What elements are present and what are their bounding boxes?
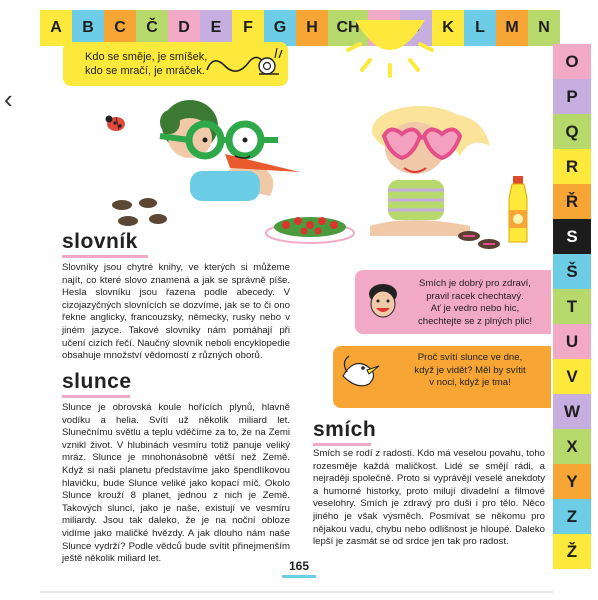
tab-letter-č[interactable]: Č [136, 10, 168, 46]
ladybug-icon [103, 112, 129, 134]
tab-letter-r[interactable]: R [553, 149, 591, 184]
paragraph-slovnik: Slovníky jsou chytré knihy, ve kterých si můžeme najít, co které slovo znamená a jak se správně píše. Hesla slovníku jsou řazena podle abecedy. V cizojazyčných slovnících se dozvíme, jak se to či ono řekne anglicky, francouzsky, německy, rusky nebo v jiném jazyce. Takové slovníky nám pomáhají při učení cizích řečí. Naučný slovník neboli encyklopedie obsahuje množství vědomostí z různých oborů. [62, 262, 290, 362]
fruit-plate-icon [262, 205, 358, 245]
rhyme-line: v noci, když je tma! [429, 377, 511, 388]
sandals-icon [455, 228, 505, 252]
proverb-line-2: kdo se mračí, je mráček. [85, 65, 205, 77]
tab-letter-v[interactable]: V [553, 359, 591, 394]
rhyme-line: chechtejte se z plných plic! [417, 315, 533, 327]
tab-letter-ř[interactable]: Ř [553, 184, 591, 219]
tab-letter-y[interactable]: Y [553, 464, 591, 499]
tab-letter-q[interactable]: Q [553, 114, 591, 149]
tab-letter-ch[interactable]: CH [328, 10, 368, 46]
heading-smich-text: smích [313, 418, 377, 441]
laughing-boy-icon [366, 282, 400, 324]
page-number: 165 [282, 556, 316, 578]
tab-letter-t[interactable]: T [553, 289, 591, 324]
tab-letter-g[interactable]: G [264, 10, 296, 46]
rhyme-text-pink [400, 278, 550, 328]
tab-letter-e[interactable]: E [200, 10, 232, 46]
paragraph-slunce: Slunce je obrovská koule hořících plynů, hlavně vodíku a helia. Svítí už několik miliard let. Slunečnímu světlu a teplu vděčíme za to, že na Zemi vznikl život. V hlubinách vesmíru totiž panuje veliký mráz. Slunce je mnohonásobně větší než Země. Když si naši planetu představíme jako špendlíkovou hlavičku, bude Slunce veliké jako kopací míč. Okolo Slunce krouží 8 planet, jednou z nich je Země. Takových sluncí, jako je naše, existují ve vesmíru miliardy. Jsou tak daleko, že je na noční obloze vidíme jako maličké hvězdy. A jak dlouho nám naše Slunce vydrží? Podle vědců bude svítit přinejmenším ještě několik miliard let. [62, 402, 290, 565]
alphabet-tabs-top [40, 10, 560, 46]
bird-icon [339, 352, 383, 392]
tab-letter-n[interactable]: N [528, 10, 560, 46]
rhyme-text-orange [385, 352, 555, 390]
boy-with-glasses-illustration [150, 96, 310, 206]
tab-letter-b[interactable]: B [72, 10, 104, 46]
tab-letter-m[interactable]: M [496, 10, 528, 46]
proverb-bubble [63, 42, 288, 86]
shoes-icon [108, 195, 170, 227]
rhyme-line: Ať je vedro nebo hic, [430, 303, 520, 314]
heading-underline [62, 395, 130, 398]
tab-letter-s[interactable]: S [553, 219, 591, 254]
tab-letter-h[interactable]: H [296, 10, 328, 46]
tab-letter-w[interactable]: W [553, 394, 591, 429]
heading-slunce [62, 370, 132, 398]
sun-icon [340, 10, 440, 80]
tab-letter-z[interactable]: Z [553, 499, 591, 534]
tab-letter-o[interactable]: O [553, 44, 591, 79]
chevron-left-icon[interactable]: ‹ [4, 84, 13, 114]
tab-letter-š[interactable]: Š [553, 254, 591, 289]
snail-icon [203, 44, 283, 84]
juice-bottle-icon [503, 176, 533, 246]
heading-smich [313, 418, 376, 446]
alphabet-tabs-side [553, 44, 591, 569]
tab-letter-u[interactable]: U [553, 324, 591, 359]
tab-letter-x[interactable]: X [553, 429, 591, 464]
rhyme-line: Proč svítí slunce ve dne, [417, 352, 523, 363]
paragraph-smich: Smích se rodí z radosti. Kdo má veselou povahu, toho rozesměje každá maličkost. Lidé se smějí rádi, a nejraději společně. Proto si vyprávějí veselé anekdoty a humorné historky, proto milují divadelní a filmové veselohry. Smích je zdravý pro duši i pro tělo. Něco jiného je však výsměch. Posmívat se někomu pro nějakou vadu, chybu nebo odlišnost je hloupé. Daleko lepší je zasmát se od srdce jen tak pro radost. [313, 448, 545, 548]
heading-underline [62, 255, 148, 258]
rhyme-line: pravil racek chechtavý. [426, 290, 524, 302]
tab-letter-f[interactable]: F [232, 10, 264, 46]
tab-letter-p[interactable]: P [553, 79, 591, 114]
heading-slovnik [62, 230, 148, 258]
heading-underline [313, 443, 371, 446]
rhyme-line: Smích je dobrý pro zdraví, [419, 278, 531, 289]
girl-with-glasses-illustration [360, 96, 500, 236]
tab-letter-c[interactable]: C [104, 10, 136, 46]
rhyme-line: když je vidět? Měl by svítit [414, 364, 526, 376]
tab-letter-d[interactable]: D [168, 10, 200, 46]
page-edge [40, 591, 553, 593]
heading-slovnik-text: slovník [62, 230, 138, 253]
heading-slunce-text: slunce [62, 370, 132, 393]
tab-letter-k[interactable]: K [432, 10, 464, 46]
tab-letter-l[interactable]: L [464, 10, 496, 46]
tab-letter-ž[interactable]: Ž [553, 534, 591, 569]
tab-letter-a[interactable]: A [40, 10, 72, 46]
proverb-line-1: Kdo se směje, je smíšek, [85, 51, 208, 63]
